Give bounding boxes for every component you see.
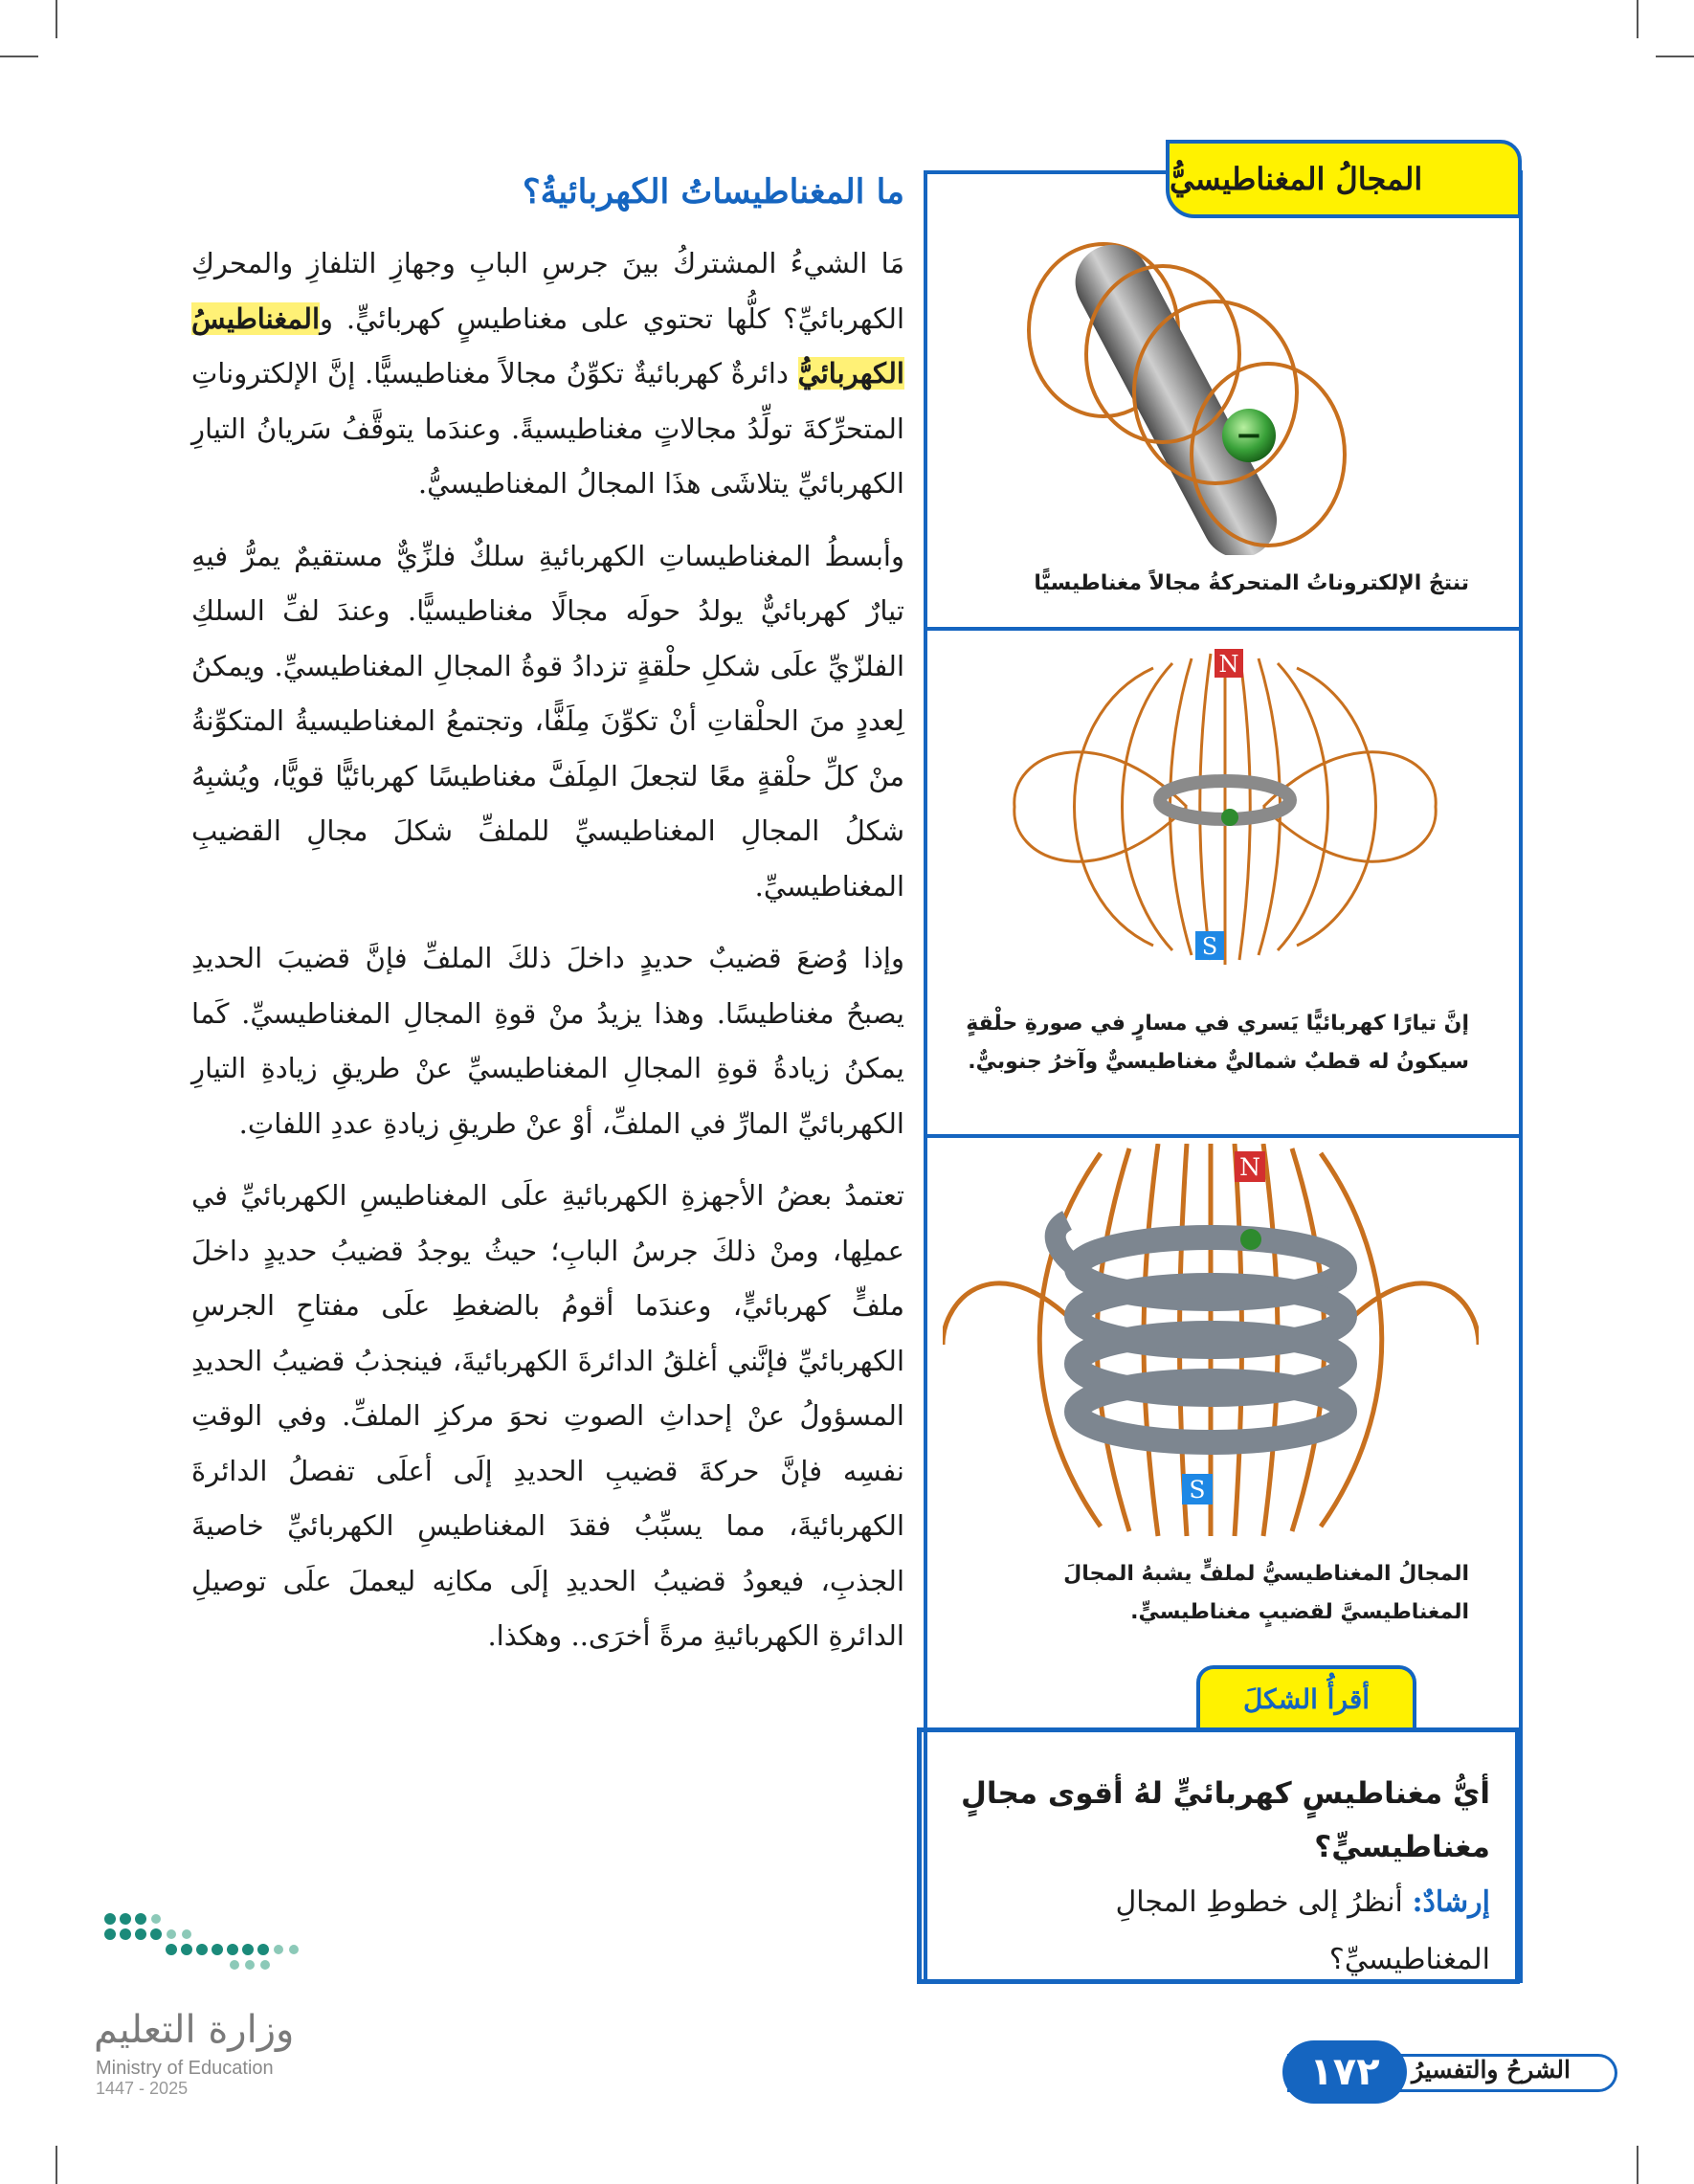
hint-text: أنظرُ إلى خطوطِ المجالِ المغناطيسيِّ؟ [1115, 1885, 1490, 1976]
section-divider [924, 627, 1519, 631]
article-column [191, 172, 904, 1682]
electron-sign: − [1235, 416, 1263, 455]
paragraph-1-text-a: مَا الشيءُ المشتركُ بينَ جرسِ البابِ وجهازِ التلفازِ والمحركِ الكهربائيِّ؟ كلُّها تحتوي على مغناطيسٍ كهربائيٍّ. و [191, 247, 904, 335]
section-divider [924, 1134, 1519, 1138]
coil-lead [1056, 1220, 1077, 1268]
north-pole-label: N [1239, 1153, 1260, 1181]
electron [1240, 1229, 1261, 1250]
page-number: ١٧٢ [1282, 2040, 1407, 2104]
highlighted-term: المغناطيسُ الكهربائيُّ [191, 301, 904, 390]
read-figure-question: أيُّ مغناطيسٍ كهربائيٍّ لهُ أقوى مجالٍ مغناطيسيٍّ؟ [960, 1776, 1490, 1864]
crop-mark [56, 2146, 57, 2184]
paragraph-1 [191, 236, 904, 512]
field-line [1200, 654, 1211, 960]
read-figure-hint [947, 1874, 1490, 1989]
read-figure-tab: أقرأُ الشكلَ [1196, 1665, 1416, 1728]
caption-1: تنتجُ الإلكتروناتُ المتحركةُ مجالاً مغناطيسيًّا [1034, 571, 1469, 595]
read-figure-box [917, 1727, 1520, 1984]
crop-mark [56, 0, 57, 38]
north-pole-label: N [1218, 651, 1239, 678]
paragraph-3: وإذا وُضعَ قضيبٌ حديدٍ داخلَ ذلكَ الملفِّ فإنَّ قضيبَ الحديدِ يصبحُ مغناطيسًا. وهذا يزيدُ منْ قوةِ المجالِ المغناطيسيِّ. كَما يمكنُ زيادةُ قوةِ المجالِ المغناطيسيِّ عنْ طريقِ زيادةِ التيارِ الكهربائيِّ المارِّ في الملفِّ، أوْ عنْ طريقِ زيادةِ عددِ اللفاتِ. [191, 942, 904, 1140]
ministry-name-en: Ministry of Education [96, 2058, 274, 2079]
panel-heading: المجالُ المغناطيسيُّ [1166, 140, 1522, 218]
paragraph-2: وأبسطُ المغناطيساتِ الكهربائيةِ سلكٌ فلزِّيٌّ مستقيمٌ يمرُّ فيهِ تيارٌ كهربائيٌّ يولدُ حولَه مجالًا مغناطيسيًّا. وعندَ لفِّ السلكِ الفلزّيِّ علَى شكلِ حلْقةٍ تزدادُ قوةُ المجالِ المغناطيسيِّ. ويمكنُ لِعددٍ منَ الحلْقاتِ أنْ تكوِّنَ مِلَفًّا، وتجتمعُ المغناطيسيةُ المتكوِّنةُ منْ كلِّ حلْقةٍ معًا لتجعلَ المِلَفَّ مغناطيسًا كهربائيًّا قويًّا، ويُشبِهُ شكلُ المجالِ المغناطيسيِّ للملفِّ شكلَ مجالِ القضيبِ المغناطيسيِّ. [191, 539, 904, 903]
south-pole-label: S [1201, 933, 1218, 960]
ministry-name-ar: وزارة التعليم [94, 2008, 295, 2052]
paragraph-1-text-b: دائرةٌ كهربائيةٌ تكوِّنُ مجالاً مغناطيسيًّا. إنَّ الإلكتروناتِ المتحرِّكةَ تولِّدُ مجالاتٍ مغناطيسيةً. وعندَما يتوقَّفُ سَريانُ التيارِ الكهربائيِّ يتلاشَى هذَا المجالُ المغناطيسيُّ. [191, 357, 904, 500]
moving-electron-figure [991, 239, 1364, 555]
crop-mark [1637, 0, 1638, 38]
electron [1221, 809, 1238, 826]
caption-2: إنَّ تيارًا كهربائيًّا يَسري في مسارٍ في صورةِ حلْقةٍ سيكونُ له قطبٌ شماليٌّ مغناطيسيٌّ وآخرُ جنوبيٌّ. [966, 1012, 1469, 1074]
crop-mark [1656, 56, 1694, 57]
caption-3: المجالُ المغناطيسيُّ لملفٍّ يشبهُ المجالَ المغناطيسيَّ لقضيبٍ مغناطيسيٍّ. [1063, 1562, 1469, 1624]
south-pole-label: S [1189, 1476, 1206, 1504]
crop-mark [0, 56, 38, 57]
footer-section-label: الشرحُ والتفسيرُ [1412, 2056, 1571, 2084]
ministry-year: 2025 - 1447 [96, 2079, 189, 2098]
coil-figure [943, 1144, 1479, 1546]
crop-mark [1637, 2146, 1638, 2184]
current-loop-figure [991, 639, 1460, 974]
field-line [1239, 654, 1250, 960]
ministry-logo-icon [91, 1900, 311, 1995]
hint-label: إرشادٌ: [1412, 1885, 1490, 1919]
article-title: ما المغناطيساتُ الكهربائيةُ؟ [523, 172, 904, 212]
paragraph-4: تعتمدُ بعضُ الأجهزةِ الكهربائيةِ علَى المغناطيسِ الكهربائيِّ في عملِها، ومنْ ذلكَ جرسُ البابِ؛ حيثُ يوجدُ قضيبُ حديدٍ داخلَ ملفٍّ كهربائيٍّ، وعندَما أقومُ بالضغطِ علَى مفتاحِ الجرسِ الكهربائيِّ فإنَّني أغلقُ الدائرةَ الكهربائيةَ، فينجذبُ قضيبُ الحديدِ المسؤولُ عنْ إحداثِ الصوتِ نحوَ مركزِ الملفِّ. وفي الوقتِ نفسِه فإنَّ حركةَ قضيبِ الحديدِ إلَى أعلَى تفصلُ الدائرةَ الكهربائيةَ، مما يسبِّبُ فقدَ المغناطيسِ الكهربائيِّ خاصيةَ الجذبِ، فيعودُ قضيبُ الحديدِ إلَى مكانِه ليعملَ علَى توصيلِ الدائرةِ الكهربائيةِ مرةً أخرَى.. وهكذا. [191, 1179, 904, 1652]
